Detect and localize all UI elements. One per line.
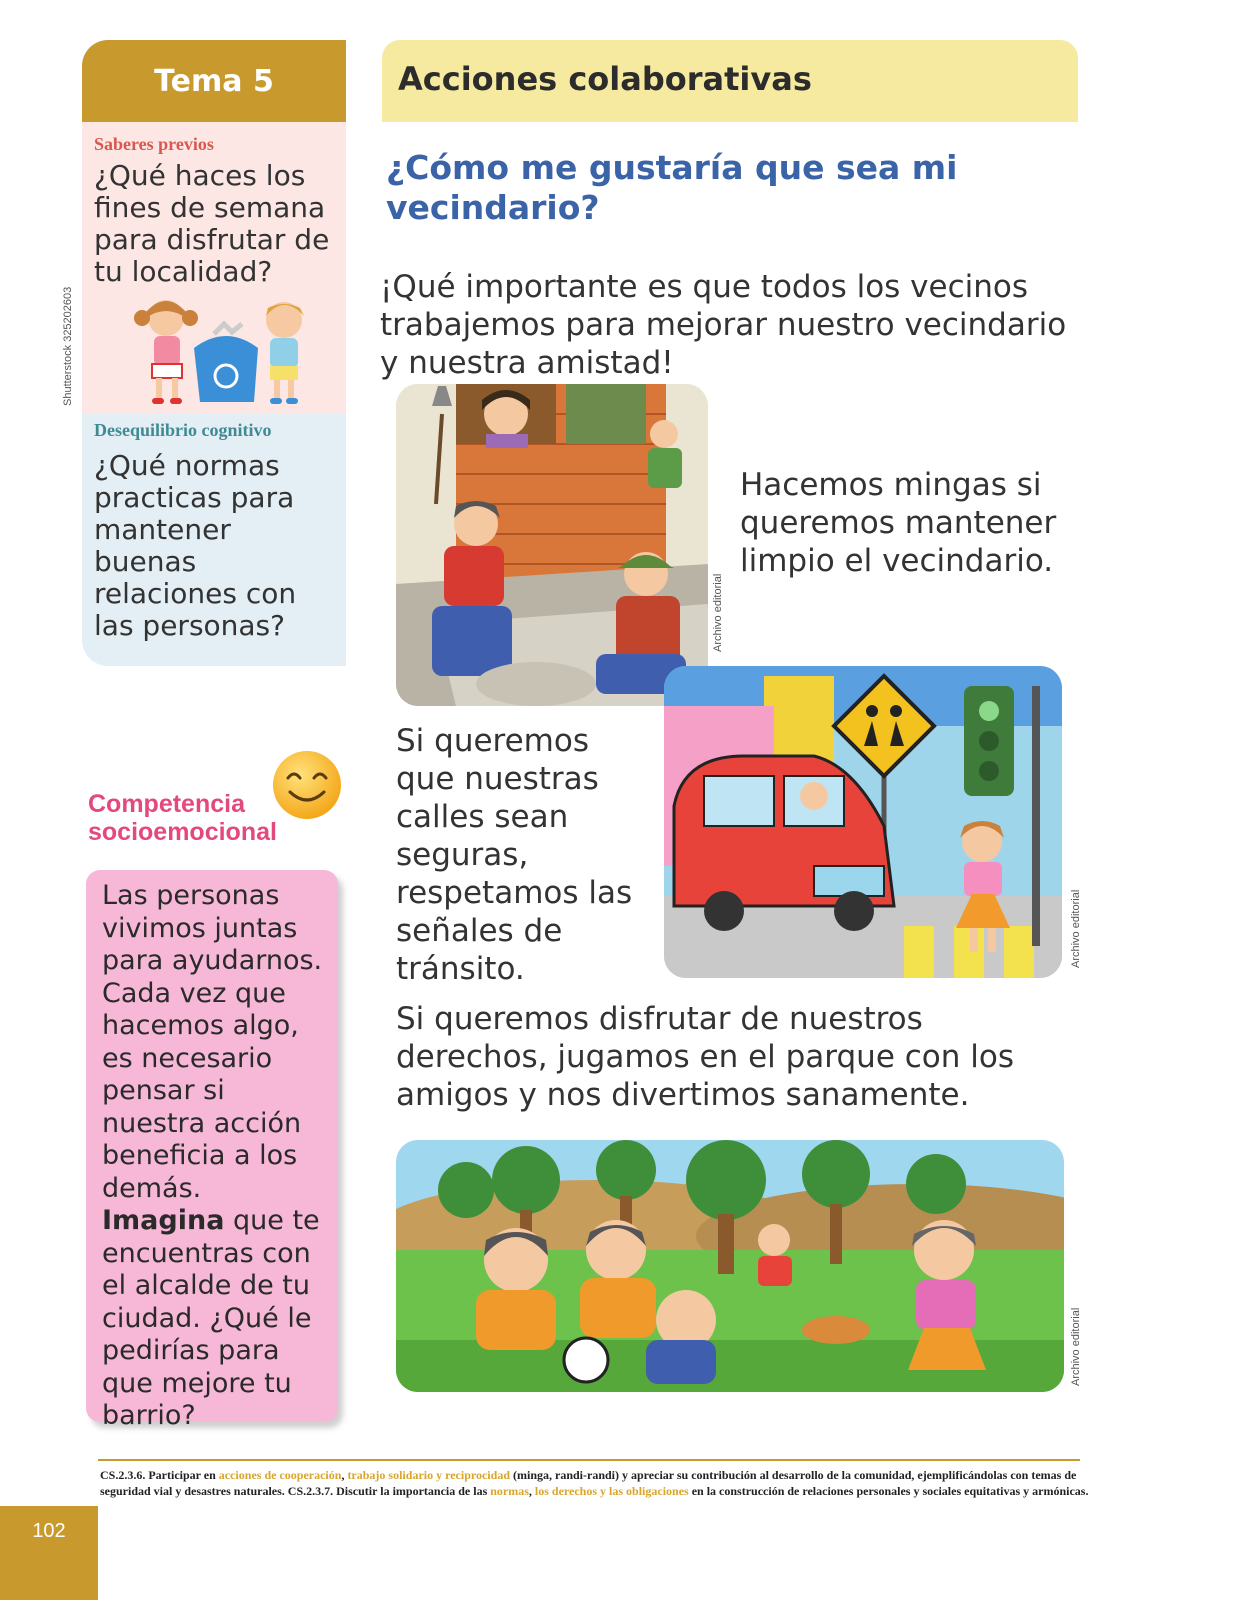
competencia-box <box>86 870 338 1431</box>
curriculum-note: CS.2.3.6. Participar en acciones de cooperación, trabajo solidario y reciprocidad (minga, randi-randi) y apreciar su contribución al desarrollo de la comunidad, ejemplificándolas con temas de seguridad vial y desastres naturales. CS.2.3.7. Discutir la importancia de las normas, los derechos y las obligaciones en la construcción de relaciones personales y sociales equitativas y armónicas. <box>100 1468 1089 1498</box>
desequilibrio-label: Desequilibrio cognitivo <box>94 420 272 440</box>
main-question: ¿Cómo me gustaría que sea mi vecindario? <box>386 148 958 227</box>
park-illustration <box>396 1140 1064 1392</box>
highlight-normas: normas <box>490 1484 529 1498</box>
desequilibrio-question: ¿Qué normas practicas para mantener buenas relaciones con las personas? <box>94 449 297 642</box>
saberes-previos-box <box>82 122 346 414</box>
transit-credit: Archivo editorial <box>1070 889 1082 968</box>
tema-tab <box>82 40 346 122</box>
footer-divider <box>98 1459 1080 1461</box>
derechos-text: Si queremos disfrutar de nuestros derechos, jugamos en el parque con los amigos y nos divertimos sanamente. <box>396 1001 1014 1113</box>
minga-illustration <box>396 384 708 706</box>
highlight-trabajo-solidario: trabajo solidario y reciprocidad <box>347 1468 510 1482</box>
park-credit: Archivo editorial <box>1070 1307 1082 1386</box>
kids-recycling-illustration <box>128 294 328 412</box>
minga-credit: Archivo editorial <box>712 573 724 652</box>
saberes-question: ¿Qué haces los fines de semana para disfrutar de tu localidad? <box>94 159 330 288</box>
competencia-emphasis: Imagina <box>102 1205 225 1236</box>
desequilibrio-box <box>82 414 346 666</box>
page-number-tab <box>0 1506 98 1600</box>
section-title: Acciones colaborativas <box>398 60 812 98</box>
competencia-line1: Competencia <box>88 790 245 818</box>
competencia-line2: socioemocional <box>88 818 277 846</box>
highlight-cooperacion: acciones de cooperación <box>218 1468 342 1482</box>
tema-label: Tema 5 <box>154 63 274 99</box>
smiley-icon <box>270 748 344 822</box>
section-header <box>382 40 1078 122</box>
saberes-label: Saberes previos <box>94 134 214 154</box>
transit-illustration <box>664 666 1062 978</box>
transito-text: Si queremos que nuestras calles sean seguras, respetamos las señales de tránsito. <box>396 723 633 987</box>
page-number: 102 <box>32 1520 66 1542</box>
minga-text: Hacemos mingas si queremos mantener limpio el vecindario. <box>740 467 1057 579</box>
intro-text: ¡Qué importante es que todos los vecinos trabajemos para mejorar nuestro vecindario y nuestra amistad! <box>380 269 1067 381</box>
highlight-derechos: los derechos y las obligaciones <box>534 1484 689 1498</box>
competencia-text: Las personas vivimos juntas para ayudarnos. Cada vez que hacemos algo, es necesario pensar si nuestra acción beneficia a los demás. Imagina que te encuentras con el alcalde de tu ciudad. ¿Qué le pedirías para que mejore tu barrio? <box>102 880 323 1431</box>
competencia-title <box>88 790 277 846</box>
photo-credit: Shutterstock 325202603 <box>62 286 74 406</box>
